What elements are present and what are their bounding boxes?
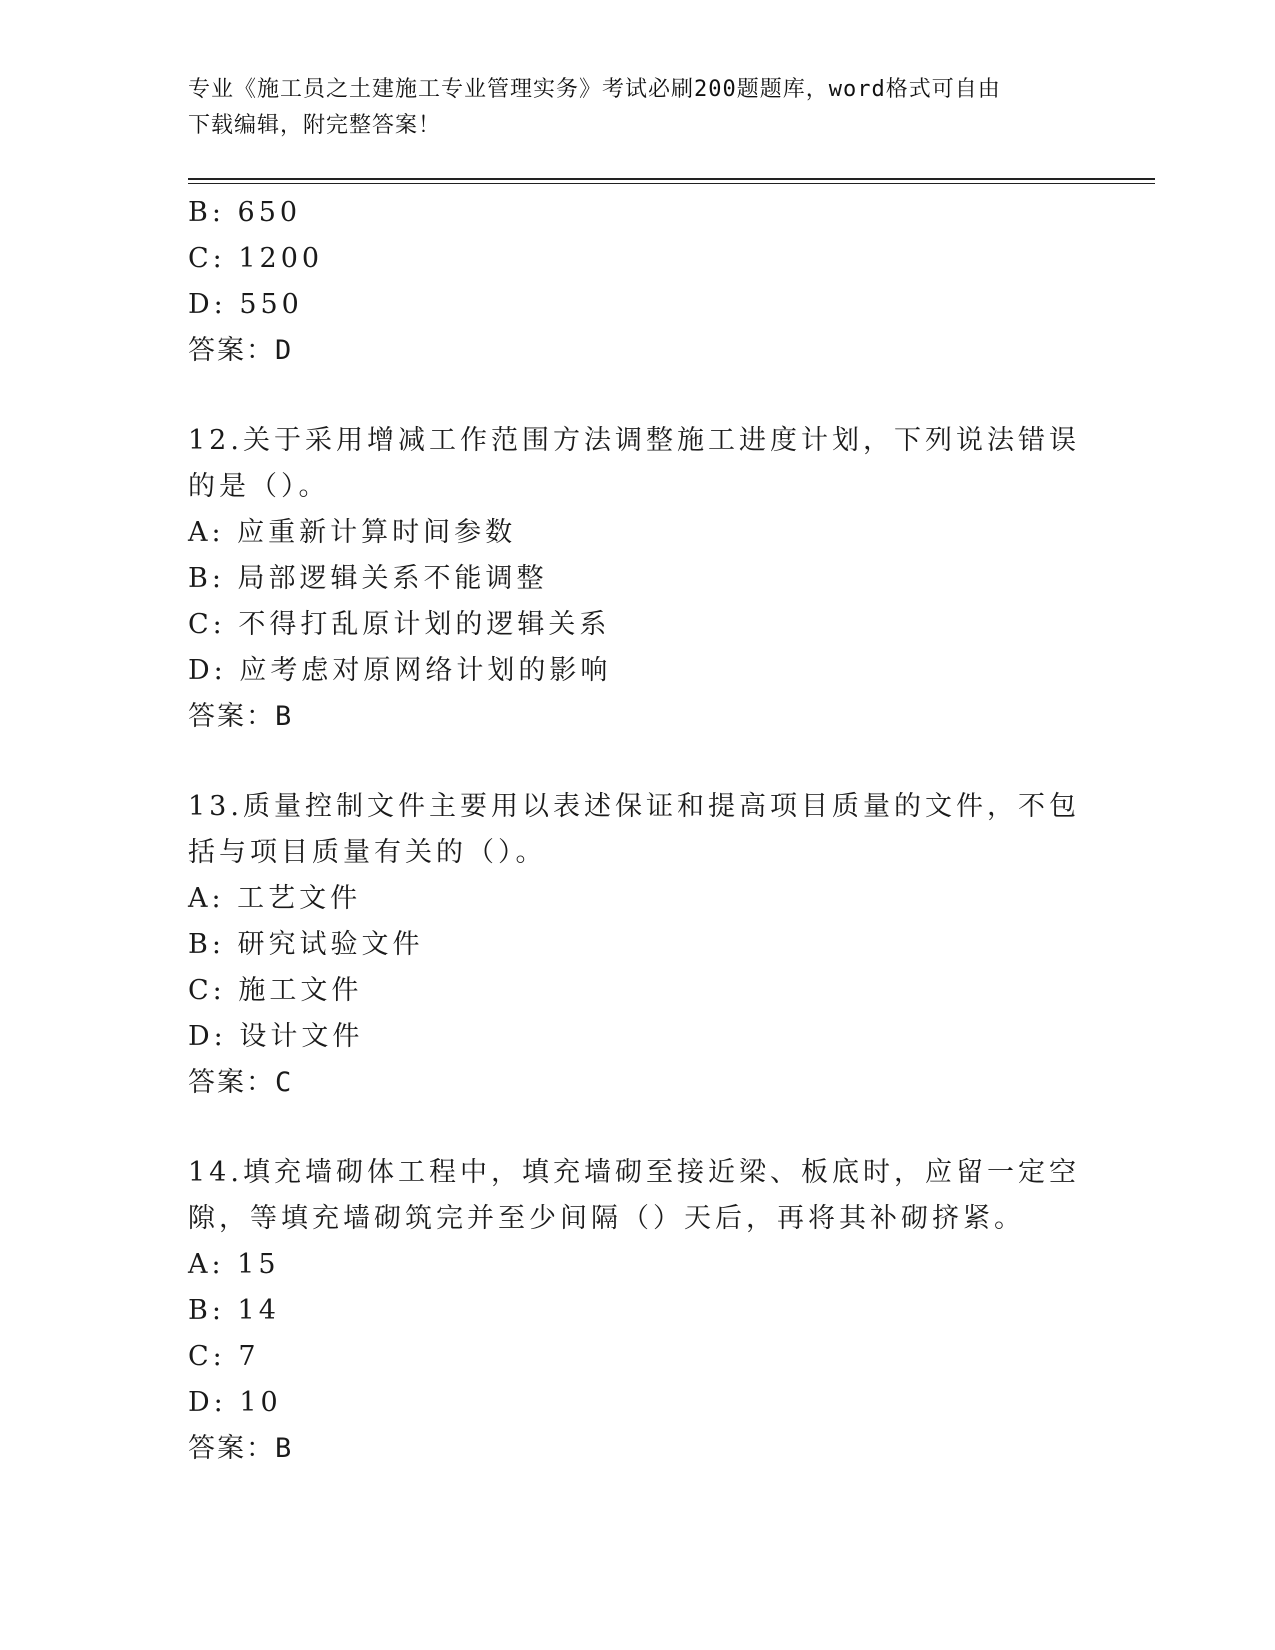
spacer <box>188 1106 1088 1150</box>
header-rule-thick <box>188 178 1155 180</box>
option-b: B: 14 <box>188 1295 280 1326</box>
header-line-1: 专业《施工员之土建施工专业管理实务》考试必刷200题题库，word格式可自由 <box>188 77 1001 102</box>
option-a: A: 应重新计算时间参数 <box>188 517 517 548</box>
answer-line: 答案：B <box>188 1433 294 1464</box>
option-b: B: 局部逻辑关系不能调整 <box>188 563 548 594</box>
option-d: D: 设计文件 <box>188 1021 364 1052</box>
header-line-2: 下载编辑，附完整答案！ <box>188 113 442 138</box>
question-stem: 12.关于采用增减工作范围方法调整施工进度计划，下列说法错误的是（）。 <box>188 425 1080 502</box>
option-c: C: 施工文件 <box>188 975 363 1006</box>
option-d: D: 应考虑对原网络计划的影响 <box>188 655 612 686</box>
question-14-block <box>188 1150 1088 1472</box>
answer-line: 答案：D <box>188 335 294 366</box>
option-d: D: 10 <box>188 1387 282 1418</box>
option-d: D: 550 <box>188 289 303 320</box>
option-c: C: 7 <box>188 1341 260 1372</box>
spacer <box>188 740 1088 784</box>
question-stem: 13.质量控制文件主要用以表述保证和提高项目质量的文件，不包括与项目质量有关的（）。 <box>188 791 1080 868</box>
option-c: C: 1200 <box>188 243 324 274</box>
option-a: A: 工艺文件 <box>188 883 362 914</box>
prev-question-block <box>188 190 1088 374</box>
option-a: A: 15 <box>188 1249 280 1280</box>
answer-line: 答案：B <box>188 701 294 732</box>
document-header <box>188 72 1088 144</box>
answer-line: 答案：C <box>188 1067 294 1098</box>
spacer <box>188 374 1088 418</box>
question-stem: 14.填充墙砌体工程中，填充墙砌至接近梁、板底时，应留一定空隙，等填充墙砌筑完并至少间隔（）天后，再将其补砌挤紧。 <box>188 1157 1080 1234</box>
header-rule-thin <box>188 183 1155 184</box>
question-12-block <box>188 418 1088 740</box>
question-content <box>188 190 1088 1472</box>
option-b: B: 研究试验文件 <box>188 929 424 960</box>
option-b: B: 650 <box>188 197 302 228</box>
option-c: C: 不得打乱原计划的逻辑关系 <box>188 609 611 640</box>
question-13-block <box>188 784 1088 1106</box>
